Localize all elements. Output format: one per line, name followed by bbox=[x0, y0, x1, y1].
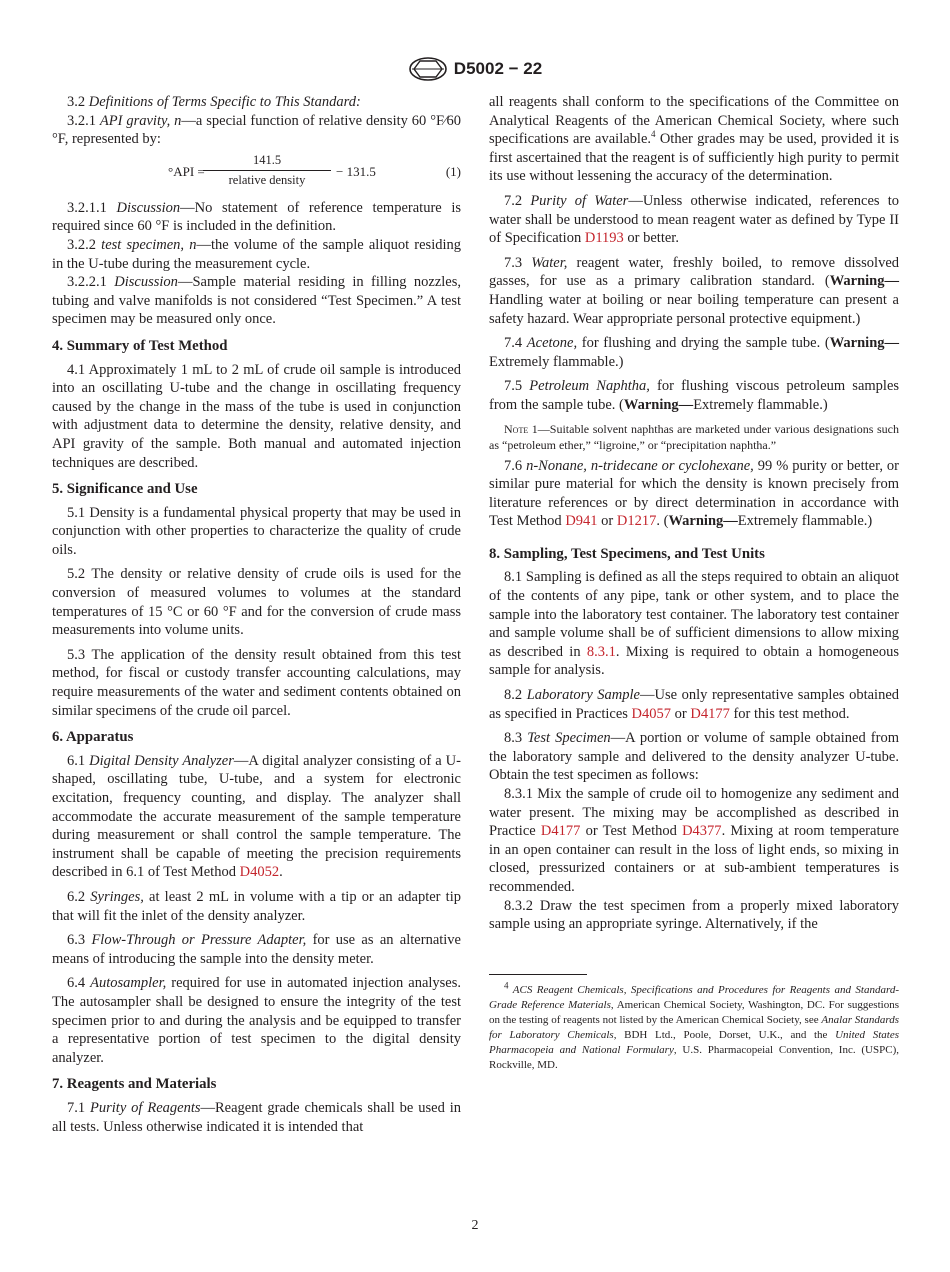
note-1: Note 1—Suitable solvent naphthas are marketed under various designations such as “petroleum ether,” “ligroine,” or “precipitation naphtha.” bbox=[489, 421, 899, 452]
section-7-3: 7.3 Water, reagent water, freshly boiled, to remove dissolved gasses, for use as a primary calibration standard. (Warning—Handling water at boiling or near boiling temperature can present a safety hazard. Wear appropriate personal protective equipment.) bbox=[489, 254, 900, 327]
section-7-1-continued: all reagents shall conform to the specifications of the Committee on Analytical Reagents of the American Chemical Society, where such specifications are available.$^4$ Other grades may be used, provided it is first ascertained that the reagent is of sufficiently high purity to permit its use without lessening the accuracy of the determination. bbox=[489, 94, 899, 185]
section-3-2: 3.2 Definitions of Terms Specific to This Standard: bbox=[67, 94, 361, 110]
section-7-4: 7.4 Acetone, for flushing and drying the sample tube. (Warning—Extremely flammable.) bbox=[489, 335, 900, 370]
heading-section-6: 6. Apparatus bbox=[52, 729, 134, 746]
section-5-3: 5.3 The application of the density result obtained from this test method, for fiscal or custody transfer accounting calculations, may require measurements of the water and sediment contents obtained on similar specimens of the crude oil parcel. bbox=[52, 646, 461, 719]
equation-rhs: − 131.5 bbox=[336, 163, 376, 179]
page-number: 2 bbox=[471, 1218, 479, 1233]
link-d1217[interactable]: D1217 bbox=[616, 513, 657, 530]
section-7-6: 7.6 n-Nonane, n-tridecane or cyclohexane, 99 % purity or better, or similar pure material for which the density is known precisely from literature references or by direct determination in accordance with Test Method D941 or D1217. (Warning—Extremely flammable.) bbox=[489, 457, 899, 530]
heading-section-4: 4. Summary of Test Method bbox=[52, 337, 228, 354]
footnote-marker-4[interactable]: 4 bbox=[651, 129, 656, 140]
link-d4177[interactable]: D4177 bbox=[690, 705, 730, 722]
section-6-1: 6.1 Digital Density Analyzer—A digital analyzer consisting of a U-shaped, oscillating tube, U-tube, and a system for electronic excitation, frequency counting, and display. The analyzer shall accommodate the accurate measurement of the sample temperature during measurement or shall control the sample temperature. The instrument shall be capable of meeting the precision requirements described in 6.1 of Test Method D4052. bbox=[52, 752, 461, 881]
heading-section-8: 8. Sampling, Test Specimens, and Test Units bbox=[489, 545, 765, 562]
section-6-4: 6.4 Autosampler, required for use in automated injection analyses. The autosampler shall be designed to ensure the integrity of the test specimen prior to and during the analysis and be equipped to transfer a representative portion of test specimen to the digital density analyzer. bbox=[52, 975, 462, 1066]
equation-api-gravity bbox=[52, 151, 461, 195]
section-7-5: 7.5 Petroleum Naphtha, for flushing viscous petroleum samples from the sample tube. (Warning—Extremely flammable.) bbox=[489, 378, 900, 413]
section-7-2: 7.2 Purity of Water—Unless otherwise indicated, references to water shall be understood to mean reagent water as defined by Type II of Specification D1193 or better. bbox=[489, 192, 899, 247]
equation-lhs: °API = bbox=[168, 163, 205, 179]
link-d4377[interactable]: D4377 bbox=[682, 823, 722, 840]
heading-section-5: 5. Significance and Use bbox=[52, 481, 198, 498]
section-6-2: 6.2 Syringes, at least 2 mL in volume with a tip or an adapter tip that will fit the inlet of the density analyzer. bbox=[52, 888, 461, 924]
left-column bbox=[52, 93, 461, 1142]
link-d4057[interactable]: D4057 bbox=[631, 705, 672, 722]
section-3-2-1-1: 3.2.1.1 Discussion—No statement of reference temperature is required since 60 °F is included in the definition. bbox=[52, 199, 462, 235]
equation-fraction bbox=[203, 151, 331, 190]
link-d4052[interactable]: D4052 bbox=[239, 864, 280, 881]
link-d1193[interactable]: D1193 bbox=[584, 230, 624, 247]
section-5-2: 5.2 The density or relative density of crude oils is used for the conversion of measured volumes to volumes at the standard temperatures of 15 °C or 60 °F and for the conversion of crude mass measurements into volume units. bbox=[52, 566, 461, 639]
equation-number: (1) bbox=[445, 163, 461, 179]
link-d941[interactable]: D941 bbox=[565, 513, 598, 530]
section-3-2-1: 3.2.1 API gravity, n—a special function of relative density 60 °F⁄60 °F, represented by: bbox=[52, 112, 461, 148]
heading-section-7: 7. Reagents and Materials bbox=[52, 1076, 217, 1093]
section-8-1: 8.1 Sampling is defined as all the steps required to obtain an aliquot of the contents of any pipe, tank or other system, and to place the sample into the laboratory test container. The laboratory test container and sample volume shall be of sufficient dimensions to allow mixing as described in 8.3.1. Mixing is required to obtain a homogeneous sample for analysis. bbox=[489, 569, 899, 679]
section-5-1: 5.1 Density is a fundamental physical property that may be used in conjunction with other properties to characterize the quality of crude oils. bbox=[52, 504, 461, 558]
page-header bbox=[0, 56, 950, 82]
section-3-2-2: 3.2.2 test specimen, n—the volume of the sample aliquot residing in the U-tube during the measurement cycle. bbox=[52, 236, 462, 272]
section-8-3-2: 8.3.2 Draw the test specimen from a properly mixed laboratory sample using an appropriate syringe. Alternatively, if the bbox=[489, 897, 899, 933]
equation-numerator: 141.5 bbox=[203, 151, 331, 172]
section-8-3: 8.3 Test Specimen—A portion or volume of sample obtained from the laboratory sample and delivered to the density analyzer U-tube. Obtain the test specimen as follows: bbox=[489, 730, 899, 784]
astm-logo-icon bbox=[408, 56, 448, 82]
link-d4177-b[interactable]: D4177 bbox=[540, 823, 581, 840]
footnote-divider bbox=[489, 974, 587, 975]
right-column bbox=[489, 93, 899, 1073]
equation-denominator: relative density bbox=[228, 173, 306, 188]
section-8-3-1: 8.3.1 Mix the sample of crude oil to homogenize any sediment and water present. The mixing may be accomplished as described in Practice D4177 or Test Method D4377. Mixing at room temperature in an open container can result in the loss of light ends, so mixing in closed, pressurized containers or at sub-ambient temperatures is recommended. bbox=[489, 786, 899, 895]
section-4-1: 4.1 Approximately 1 mL to 2 mL of crude oil sample is introduced into an oscillating U-tube and the change in oscillating frequency caused by the change in the mass of the tube is used in conjunction with adjustment data to determine the density, relative density, and API gravity of the sample. Both manual and automated injection techniques are described. bbox=[52, 361, 461, 471]
section-6-3: 6.3 Flow-Through or Pressure Adapter, for use as an alternative means of introducing the sample into the density meter. bbox=[52, 932, 461, 967]
section-8-2: 8.2 Laboratory Sample—Use only representative samples obtained as specified in Practices D4057 or D4177 for this test method. bbox=[489, 687, 900, 722]
section-7-1: 7.1 Purity of Reagents—Reagent grade chemicals shall be used in all tests. Unless otherwise indicated it is intended that bbox=[52, 1099, 462, 1135]
standard-designation: D5002 − 22 bbox=[453, 59, 543, 78]
footnote-4: $^4$ ACS Reagent Chemicals, Specifications and Procedures for Reagents and Standard-Grade Reference Materials, American Chemical Society, Washington, DC. For suggestions on the testing of reagents not listed by the American Chemical Society, see Analar Standards for Laboratory Chemicals, BDH Ltd., Poole, Dorset, U.K., and the United States Pharmacopeia and National Formulary, U.S. Pharmacopeial Convention, Inc. (USPC), Rockville, MD. bbox=[489, 980, 899, 1071]
section-3-2-2-1: 3.2.2.1 Discussion—Sample material residing in filling nozzles, tubing and valve manifolds is not considered “Test Specimen.” A test specimen may be measured only once. bbox=[52, 274, 461, 328]
link-8-3-1[interactable]: 8.3.1 bbox=[586, 643, 616, 660]
